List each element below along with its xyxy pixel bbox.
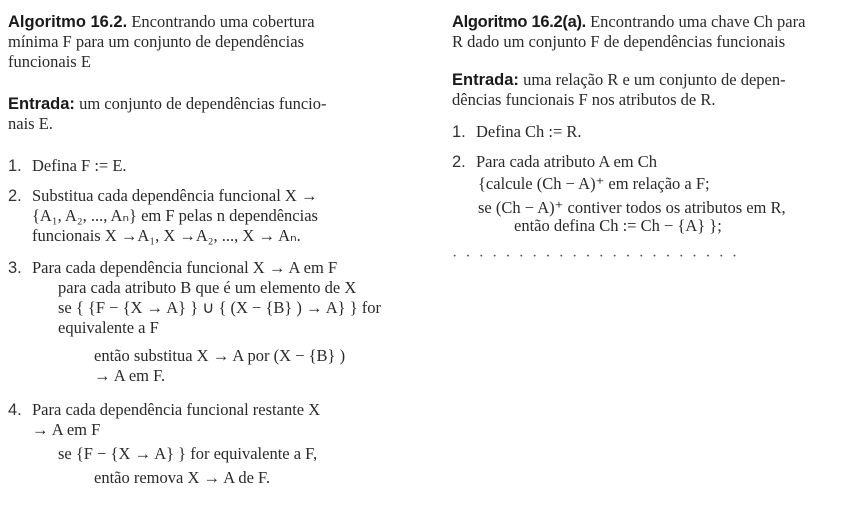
input-text: um conjunto de dependências funcio- bbox=[79, 94, 327, 113]
input-text: uma relação R e um conjunto de depen- bbox=[523, 70, 786, 89]
algorithm-title-text: Encontrando uma chave Ch para bbox=[590, 12, 806, 31]
algorithm-title bbox=[8, 12, 315, 32]
cropped-text-glyphs: · · · · · · · · · · · · · · · · · · · · · · bbox=[452, 248, 740, 265]
step-number: 4. bbox=[8, 401, 22, 419]
step-2 bbox=[8, 186, 317, 206]
step-text: Defina F := E. bbox=[32, 156, 127, 175]
step-4-line2: → A em F bbox=[32, 420, 101, 439]
step-number: 2. bbox=[452, 153, 466, 171]
step-3-line6: → A em F. bbox=[94, 366, 166, 385]
step-number: 3. bbox=[8, 259, 22, 277]
step-2-line4: então defina Ch := Ch − {A} }; bbox=[514, 216, 722, 235]
step-2 bbox=[452, 152, 657, 172]
step-number: 1. bbox=[452, 123, 466, 141]
step-3-line2: para cada atributo B que é um elemento de X bbox=[58, 278, 357, 297]
step-1 bbox=[8, 156, 127, 176]
step-text: Para cada dependência funcional restante X bbox=[32, 400, 321, 419]
step-2-line2: {calcule (Ch − A)⁺ em relação a F; bbox=[478, 174, 710, 193]
cropped-text-fragment bbox=[452, 248, 782, 265]
algorithm-title-text: Encontrando uma cobertura bbox=[131, 12, 315, 31]
algorithm-title-line3: funcionais E bbox=[8, 52, 91, 71]
algorithm-label: Algoritmo 16.2(a). bbox=[452, 13, 586, 31]
input-line bbox=[8, 94, 326, 114]
step-number: 1. bbox=[8, 157, 22, 175]
step-2-line2: {A₁, A₂, ..., Aₙ} em F pelas n dependências bbox=[32, 206, 318, 225]
step-4-line3: se {F − {X → A} } for equivalente a F, bbox=[58, 444, 318, 463]
step-3-line4: equivalente a F bbox=[58, 318, 159, 337]
step-3 bbox=[8, 258, 337, 278]
algorithm-label: Algoritmo 16.2. bbox=[8, 13, 128, 31]
step-4-line4: então remova X → A de F. bbox=[94, 468, 271, 487]
step-2-line3: funcionais X →A₁, X →A₂, ..., X → Aₙ. bbox=[32, 226, 301, 245]
step-number: 2. bbox=[8, 187, 22, 205]
input-line bbox=[452, 70, 786, 90]
algorithm-title-line2: mínima F para um conjunto de dependências bbox=[8, 32, 305, 51]
input-line2: nais E. bbox=[8, 114, 53, 133]
step-3-line5: então substitua X → A por (X − {B} ) bbox=[94, 346, 346, 365]
input-label: Entrada: bbox=[452, 71, 519, 89]
step-4 bbox=[8, 400, 320, 420]
step-text: Para cada dependência funcional X → A em F bbox=[32, 258, 338, 277]
step-2-line3: se (Ch − A)⁺ contiver todos os atributos em R, bbox=[478, 198, 786, 217]
step-text: Substitua cada dependência funcional X → bbox=[32, 186, 318, 205]
step-1 bbox=[452, 122, 582, 142]
step-text: Para cada atributo A em Ch bbox=[476, 152, 657, 171]
algorithm-title bbox=[452, 12, 805, 32]
input-label: Entrada: bbox=[8, 95, 75, 113]
algorithm-title-line2: R dado um conjunto F de dependências funcionais bbox=[452, 32, 786, 51]
step-3-line3: se { {F − {X → A} } ∪ { (X − {B} ) → A} } for bbox=[58, 298, 382, 317]
step-text: Defina Ch := R. bbox=[476, 122, 582, 141]
input-line2: dências funcionais F nos atributos de R. bbox=[452, 90, 716, 109]
